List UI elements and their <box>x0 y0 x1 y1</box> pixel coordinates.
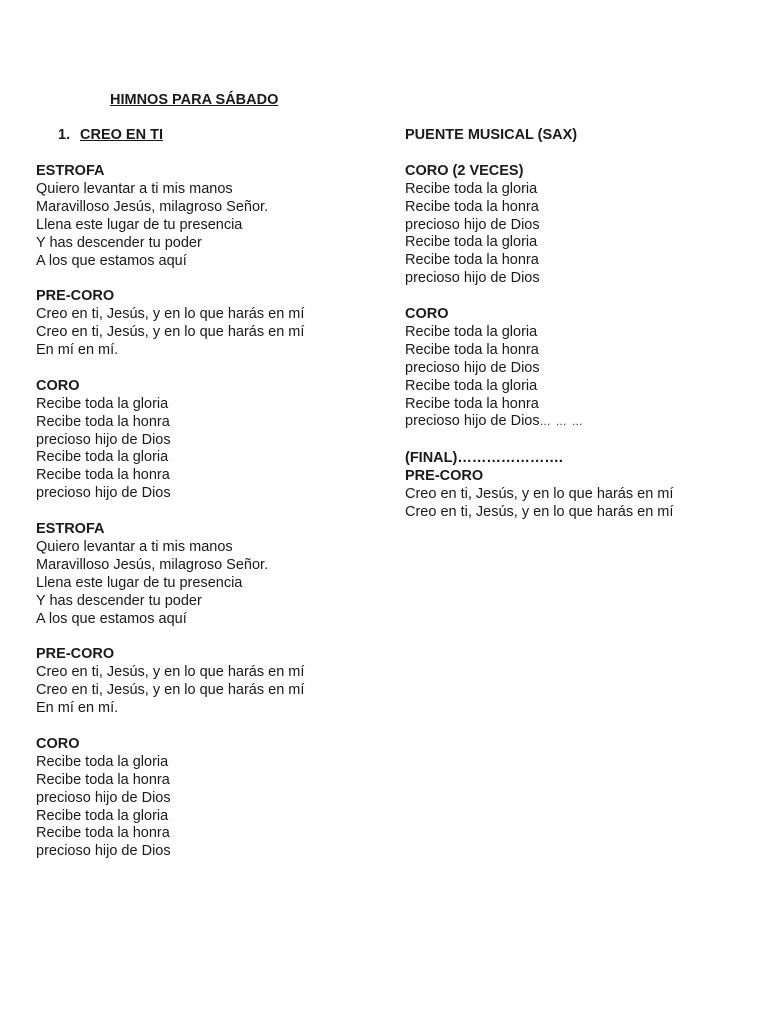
section-coro <box>405 306 745 432</box>
lyric-line: Llena este lugar de tu presencia <box>36 216 243 233</box>
lyric-line: Quiero levantar a ti mis manos <box>36 180 233 197</box>
lyric-line: Recibe toda la honra <box>405 252 539 269</box>
lyric-line: precioso hijo de Dios <box>36 843 171 860</box>
trailing-dots: … … … <box>539 416 584 429</box>
section-coro <box>36 378 366 503</box>
lyric-line: Recibe toda la honra <box>36 467 170 484</box>
lyric-line: Recibe toda la honra <box>36 413 170 430</box>
song-heading <box>58 127 163 145</box>
lyric-line: Recibe toda la gloria <box>405 234 538 251</box>
lyric-line: Recibe toda la honra <box>36 771 170 788</box>
song-number: 1. <box>58 127 71 143</box>
lyric-line: Llena este lugar de tu presencia <box>36 574 243 591</box>
lyric-line: Recibe toda la gloria <box>36 449 169 466</box>
lyric-line: Maravilloso Jesús, milagroso Señor. <box>36 556 269 573</box>
section-subtitle: PRE-CORO <box>405 468 484 485</box>
lyric-line: Creo en ti, Jesús, y en lo que harás en mí <box>36 664 305 681</box>
lyric-line: Creo en ti, Jesús, y en lo que harás en mí <box>36 324 305 341</box>
lyric-line: Quiero levantar a ti mis manos <box>36 538 233 555</box>
section-title: CORO (2 VECES) <box>405 162 524 179</box>
lyric-line: Recibe toda la gloria <box>405 180 538 197</box>
lyric-line: A los que estamos aquí <box>36 610 187 627</box>
section-pre-coro <box>36 288 366 360</box>
lyric-line: Recibe toda la honra <box>405 395 539 412</box>
lyric-line: Recibe toda la gloria <box>36 753 169 770</box>
section-title: PRE-CORO <box>36 288 115 305</box>
lyric-line: A los que estamos aquí <box>36 252 187 269</box>
page-title: HIMNOS PARA SÁBADO <box>110 92 279 108</box>
lyric-line: Recibe toda la gloria <box>36 395 169 412</box>
lyric-line: Recibe toda la honra <box>405 198 539 215</box>
lyric-line: precioso hijo de Dios <box>36 789 171 806</box>
section-estrofa <box>36 163 366 270</box>
lyric-line: Recibe toda la gloria <box>405 377 538 394</box>
lyric-line: Recibe toda la gloria <box>405 323 538 340</box>
lyric-line: Creo en ti, Jesús, y en lo que harás en mí <box>405 486 674 503</box>
lyric-line: Creo en ti, Jesús, y en lo que harás en mí <box>36 682 305 699</box>
lyric-text: precioso hijo de Dios <box>405 413 540 430</box>
lyric-line: precioso hijo de Dios <box>405 216 540 233</box>
lyric-line: precioso hijo de Dios <box>405 359 540 376</box>
lyric-line: Y has descender tu poder <box>36 592 202 609</box>
lyric-line: Creo en ti, Jesús, y en lo que harás en mí <box>36 306 305 323</box>
right-column <box>405 127 745 540</box>
section-title: CORO <box>405 306 449 323</box>
section-title: ESTROFA <box>36 163 105 179</box>
section-coro-2-veces <box>405 163 745 288</box>
lyric-line: Recibe toda la honra <box>405 341 539 358</box>
section-title: ESTROFA <box>36 521 105 538</box>
section-pre-coro <box>36 646 366 718</box>
section-title: PUENTE MUSICAL (SAX) <box>405 127 578 143</box>
lyric-line: Creo en ti, Jesús, y en lo que harás en mí <box>405 503 674 520</box>
lyric-line: Recibe toda la gloria <box>36 807 169 824</box>
lyric-line: En mí en mí. <box>36 342 119 359</box>
lyric-line: Y has descender tu poder <box>36 234 202 251</box>
section-title: PRE-CORO <box>36 646 115 663</box>
section-title: CORO <box>36 377 80 394</box>
section-title: CORO <box>36 735 80 752</box>
song-name: CREO EN TI <box>80 127 163 143</box>
lyric-line <box>405 413 745 432</box>
section-title: (FINAL)…………………. <box>405 450 563 467</box>
section-estrofa <box>36 521 366 628</box>
section-final <box>405 450 745 522</box>
lyric-line: precioso hijo de Dios <box>405 270 540 287</box>
section-puente-musical <box>405 127 745 145</box>
lyric-line: Recibe toda la honra <box>36 825 170 842</box>
lyric-line: precioso hijo de Dios <box>36 431 171 448</box>
lyric-line: En mí en mí. <box>36 700 119 717</box>
lyric-line: Maravilloso Jesús, milagroso Señor. <box>36 198 269 215</box>
lyric-line: precioso hijo de Dios <box>36 485 171 502</box>
left-column <box>36 163 366 879</box>
section-coro <box>36 736 366 861</box>
